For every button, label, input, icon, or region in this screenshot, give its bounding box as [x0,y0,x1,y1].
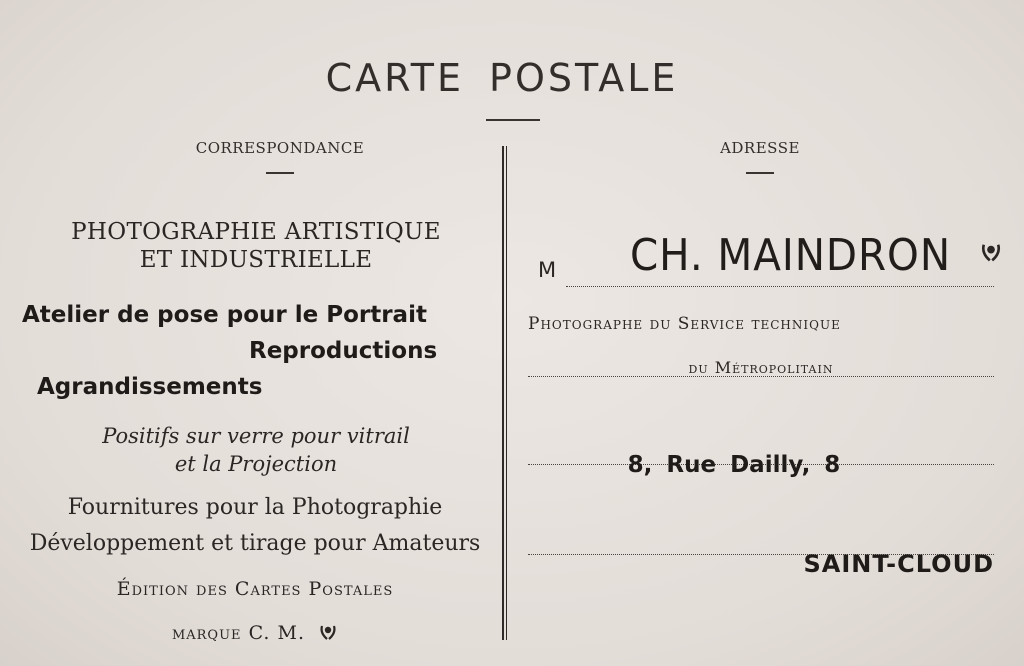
heading-line-2: ET INDUSTRIELLE [139,247,373,273]
positifs-block [20,422,492,478]
developpement-line: Développement et tirage pour Amateurs [29,531,481,556]
card-title: CARTE POSTALE [325,56,679,100]
atelier-line: Atelier de pose pour le Portrait [22,302,427,328]
fournitures-block [10,490,500,562]
correspondance-rule [266,172,294,174]
address-prefix: M [538,258,557,282]
title-rule [486,119,540,121]
recipient-title-line-1: Photographe du Service technique [528,314,841,334]
reproductions-line: Reproductions [249,338,438,364]
positifs-line-1: Positifs sur verre pour vitrail [102,424,410,448]
address-line-1 [566,286,994,287]
correspondance-header: CORRESPONDANCE [195,139,365,157]
city: SAINT-CLOUD [803,550,994,578]
fournitures-line: Fournitures pour la Photographie [67,495,443,520]
adresse-header: ADRESSE [720,139,800,157]
agrandissements-line: Agrandissements [37,374,263,400]
recipient-title-line-2: du Métropolitain [688,358,834,377]
adresse-rule [746,172,774,174]
positifs-line-2: et la Projection [174,452,338,476]
wreath-monogram-icon [318,622,338,647]
marque-text: marque C. M. [171,622,306,644]
marque-line [20,622,490,647]
edition-line: Édition des Cartes Postales [116,578,394,600]
correspondance-heading [20,218,492,274]
street-address: 8, Rue Dailly, 8 [627,452,841,478]
heading-line-1: PHOTOGRAPHIE ARTISTIQUE [71,219,441,245]
recipient-name: CH. MAINDRON [630,230,952,281]
wreath-monogram-icon [979,240,1003,268]
center-divider [502,146,507,640]
